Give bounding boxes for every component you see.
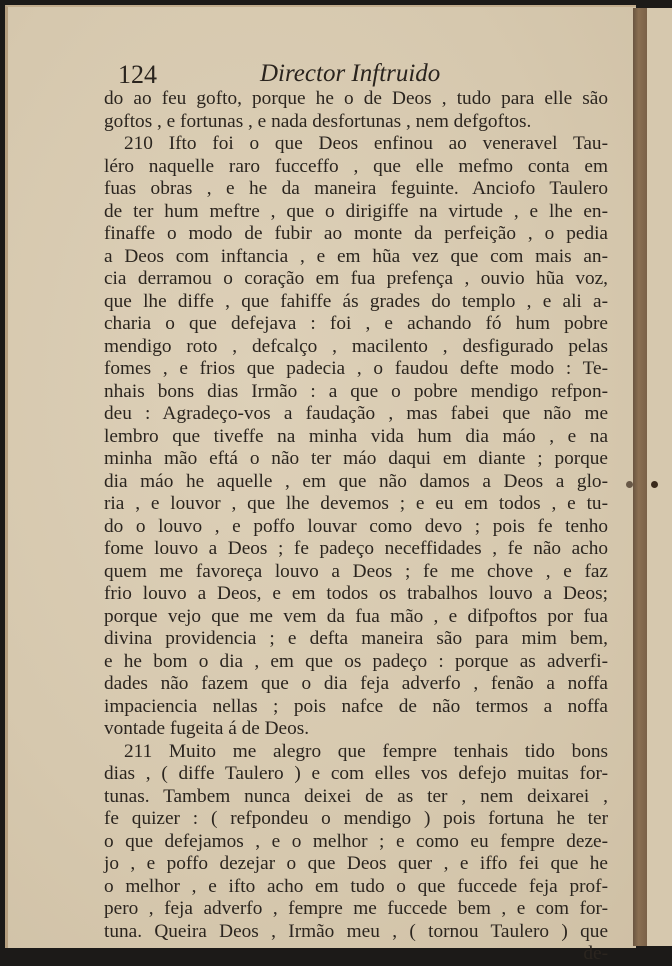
text-line: frio louvo a Deos, e em todos os trabalhos louvo a Deos; xyxy=(104,583,608,604)
text-line: o melhor , e ifto acho em tudo o que fuccede feja prof- xyxy=(104,875,608,897)
text-line: divina providencia ; e defta maneira são para mim bem, xyxy=(104,628,608,649)
text-line: mendigo roto , defcalço , macilento , desfigurado pelas xyxy=(104,335,608,357)
text-line: ria , e louvor , que lhe devemos ; e eu em todos , e tu- xyxy=(104,493,608,514)
text-line: lembro que tiveffe na minha vida hum dia máo , e na xyxy=(104,425,608,447)
text-line: a Deos com inftancia , e em hũa vez que com mais an- xyxy=(104,245,608,267)
text-line: que lhe diffe , que fahiffe ás grades do templo , e ali a- xyxy=(104,290,608,312)
running-title: Director Inftruido xyxy=(260,60,441,87)
text-line: charia o que defejava : foi , e achando fó hum pobre xyxy=(104,313,608,334)
text-line: do ao feu gofto, porque he o de Deos , tudo para elle são xyxy=(104,88,608,109)
catchword: de- xyxy=(583,943,608,964)
body-text xyxy=(104,88,608,966)
text-line: cia derramou o coração em fua prefença , ouvio hũa voz, xyxy=(104,268,608,289)
binding-hole xyxy=(651,481,658,488)
text-line: do o louvo , e poffo louvar como devo ; pois fe tenho xyxy=(104,515,608,537)
text-line: impaciencia nellas ; pois nafce de não termos a noffa xyxy=(104,695,608,717)
text-line: 211 Muito me alegro que fempre tenhais tido bons xyxy=(124,740,608,762)
text-line: minha mão eftá o não ter máo daqui em diante ; porque xyxy=(104,448,608,469)
text-line: o que defejamos , e o melhor ; e como eu fempre deze- xyxy=(104,830,608,852)
page-number: 124 xyxy=(118,60,157,89)
text-line: deu : Agradeço-vos a faudação , mas fabei que não me xyxy=(104,403,608,424)
text-line: fuas obras , e he da maneira feguinte. Anciofo Taulero xyxy=(104,178,608,199)
text-line: goftos , e fortunas , e nada desfortunas , nem defgoftos. xyxy=(104,110,532,132)
text-line: 210 Ifto foi o que Deos enfinou ao veneravel Tau- xyxy=(124,133,608,154)
text-line: tuna. Queira Deos , Irmão meu , ( tornou Taulero ) que xyxy=(104,920,608,942)
text-line: de ter hum meftre , que o dirigiffe na virtude , e lhe en- xyxy=(104,200,608,222)
text-line: tunas. Tambem nunca deixei de as ter , nem deixarei , xyxy=(104,785,608,807)
text-line: dades não fazem que o dia feja adverfo , fenão a noffa xyxy=(104,673,608,694)
text-line: fome louvo a Deos ; fe padeço neceffidades , fe não acho xyxy=(104,538,608,559)
running-header xyxy=(118,60,618,90)
book-gutter xyxy=(633,8,647,946)
text-line: pero , feja adverfo , fempre me fuccede bem , e com for- xyxy=(104,898,608,919)
text-line: quem me favoreça louvo a Deos ; fe me chove , e faz xyxy=(104,560,608,582)
text-line: nhais bons dias Irmão : a que o pobre mendigo refpon- xyxy=(104,380,608,402)
text-line: dias , ( diffe Taulero ) e com elles vos defejo muitas for- xyxy=(104,763,608,784)
facing-page-edge xyxy=(647,8,672,946)
text-line: léro naquelle raro fucceffo , que elle mefmo conta em xyxy=(104,155,608,177)
binding-hole xyxy=(626,481,633,488)
text-line: vontade fugeita á de Deos. xyxy=(104,718,310,739)
text-line: dia máo he aquelle , em que não damos a Deos a glo- xyxy=(104,470,608,492)
text-line: porque vejo que me vem da fua mão , e difpoftos por fua xyxy=(104,605,608,627)
text-line: jo , e poffo dezejar o que Deos quer , e iffo fei que he xyxy=(104,853,608,874)
text-line: e he bom o dia , em que os padeço : porque as adverfi- xyxy=(104,650,608,672)
text-line: finaffe o modo de fubir ao monte da perfeição , o pedia xyxy=(104,223,608,244)
text-line: fomes , e frios que padecia , o faudou defte modo : Te- xyxy=(104,358,608,379)
text-line: fe quizer : ( refpondeu o mendigo ) pois fortuna he ter xyxy=(104,808,608,829)
